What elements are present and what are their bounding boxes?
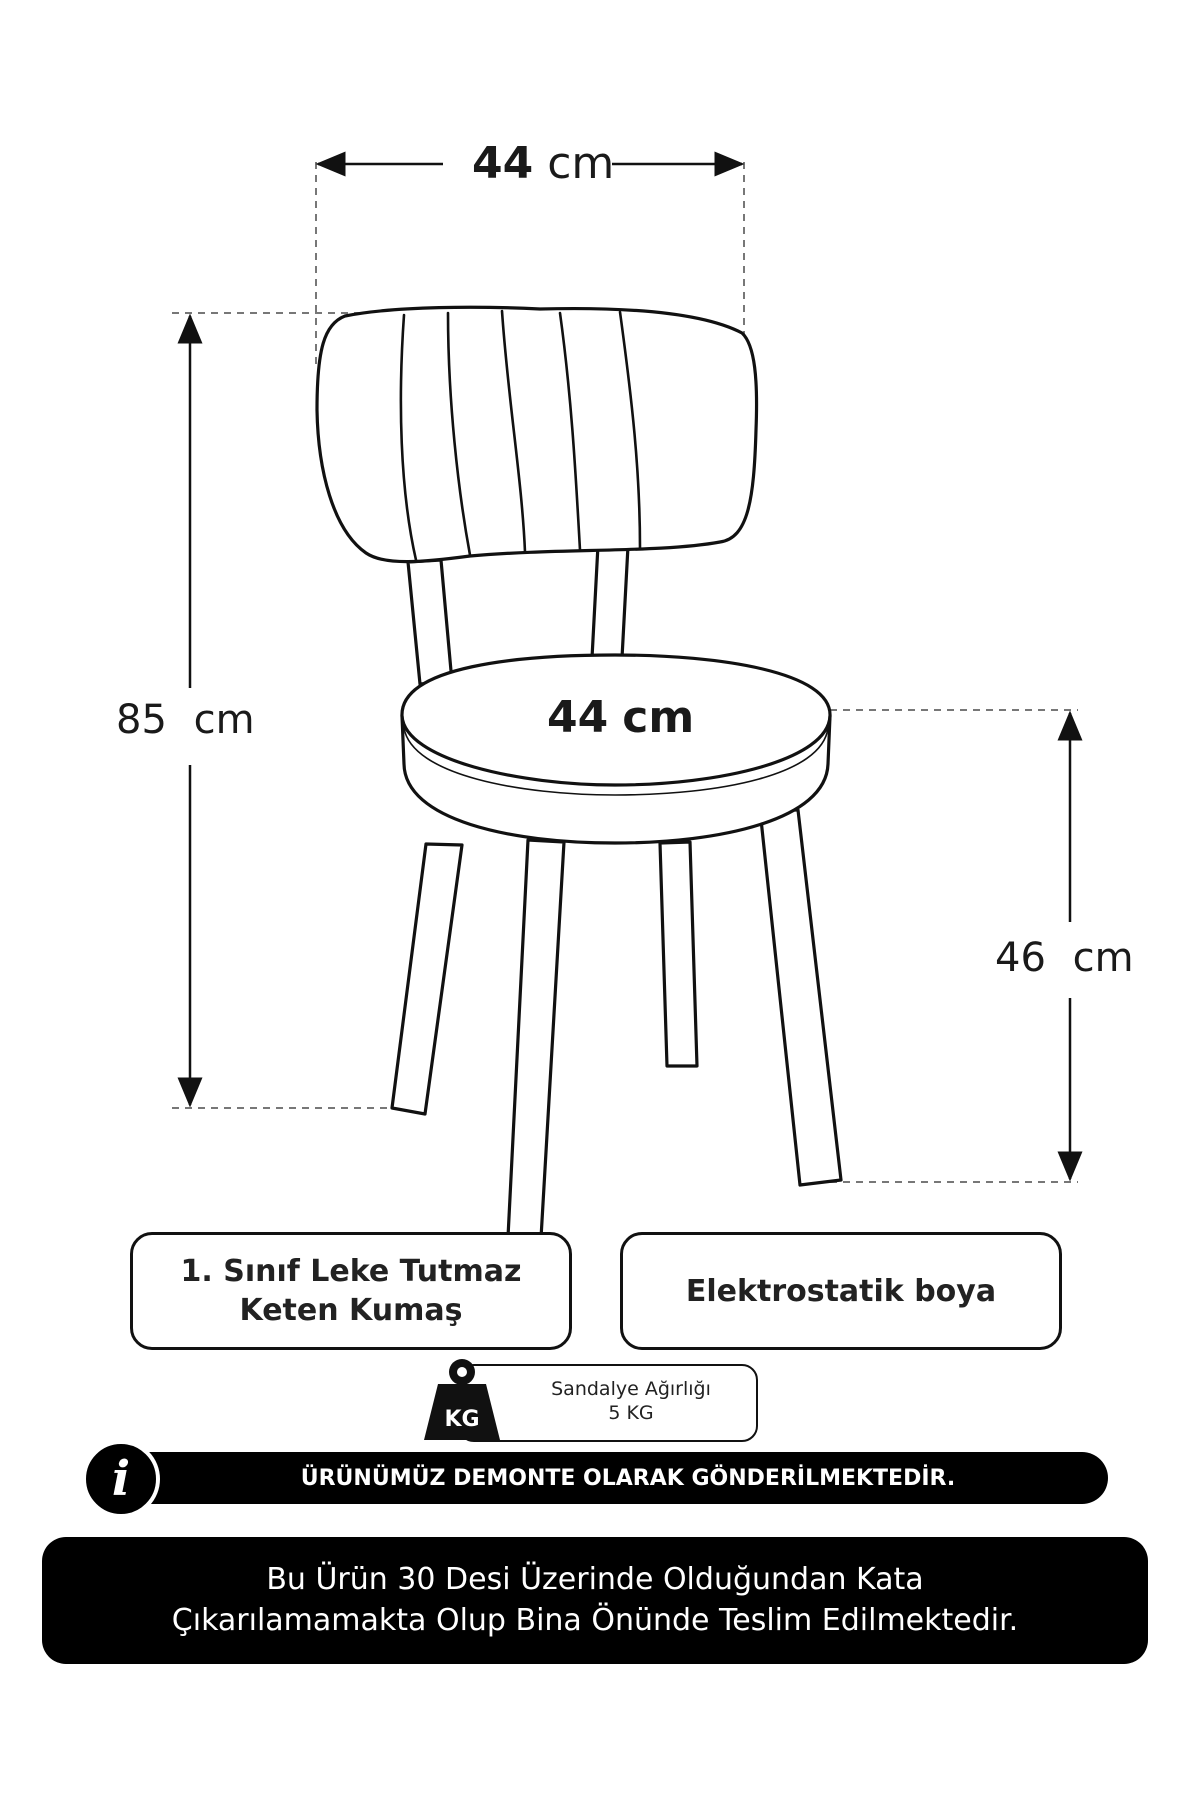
backrest xyxy=(317,307,757,561)
weight-icon-label: KG xyxy=(444,1407,480,1432)
seat-width-label xyxy=(547,692,695,743)
paint-feature-text: Elektrostatik boya xyxy=(685,1273,997,1309)
fabric-line-2: Keten Kumaş xyxy=(239,1293,463,1328)
chair-drawing xyxy=(317,307,841,1238)
weight-icon xyxy=(420,1354,520,1444)
seat-height-label xyxy=(995,935,1134,981)
disassembled-notice-text: ÜRÜNÜMÜZ DEMONTE OLARAK GÖNDERİLMEKTEDİR. xyxy=(300,1465,956,1491)
back-post-right xyxy=(592,545,628,658)
fabric-feature-text xyxy=(181,1252,522,1330)
weight-text xyxy=(510,1378,752,1426)
height-label xyxy=(116,697,255,743)
back-leg-left xyxy=(392,844,462,1114)
back-width-label xyxy=(472,138,615,189)
back-width-value: 44 xyxy=(472,138,534,189)
seat-width-unit: cm xyxy=(622,692,695,743)
seat-height-unit: cm xyxy=(1072,935,1134,981)
disassembled-notice-bar xyxy=(118,1452,1108,1504)
height-unit: cm xyxy=(193,697,255,743)
back-width-unit: cm xyxy=(547,138,615,189)
fabric-line-1: 1. Sınıf Leke Tutmaz xyxy=(180,1254,522,1289)
seat-cushion xyxy=(402,655,830,843)
back-post-left xyxy=(408,560,452,684)
info-icon-glyph: i xyxy=(111,1451,131,1507)
height-value: 85 xyxy=(116,697,167,743)
seat-height-value: 46 xyxy=(995,935,1046,981)
delivery-line-1: Bu Ürün 30 Desi Üzerinde Olduğundan Kata xyxy=(266,1562,924,1597)
delivery-line-2: Çıkarılamamakta Olup Bina Önünde Teslim Edilmektedir. xyxy=(171,1602,1019,1638)
info-icon xyxy=(82,1440,160,1518)
fabric-feature-box xyxy=(130,1232,572,1350)
paint-feature-box xyxy=(620,1232,1062,1350)
delivery-notice-box xyxy=(42,1537,1148,1664)
front-leg-right xyxy=(760,810,841,1185)
seat-width-value: 44 xyxy=(547,692,609,743)
front-leg-left xyxy=(508,840,564,1238)
weight-title: Sandalye Ağırlığı xyxy=(551,1378,711,1400)
weight-value: 5 KG xyxy=(608,1401,654,1424)
back-leg-right xyxy=(660,842,697,1066)
